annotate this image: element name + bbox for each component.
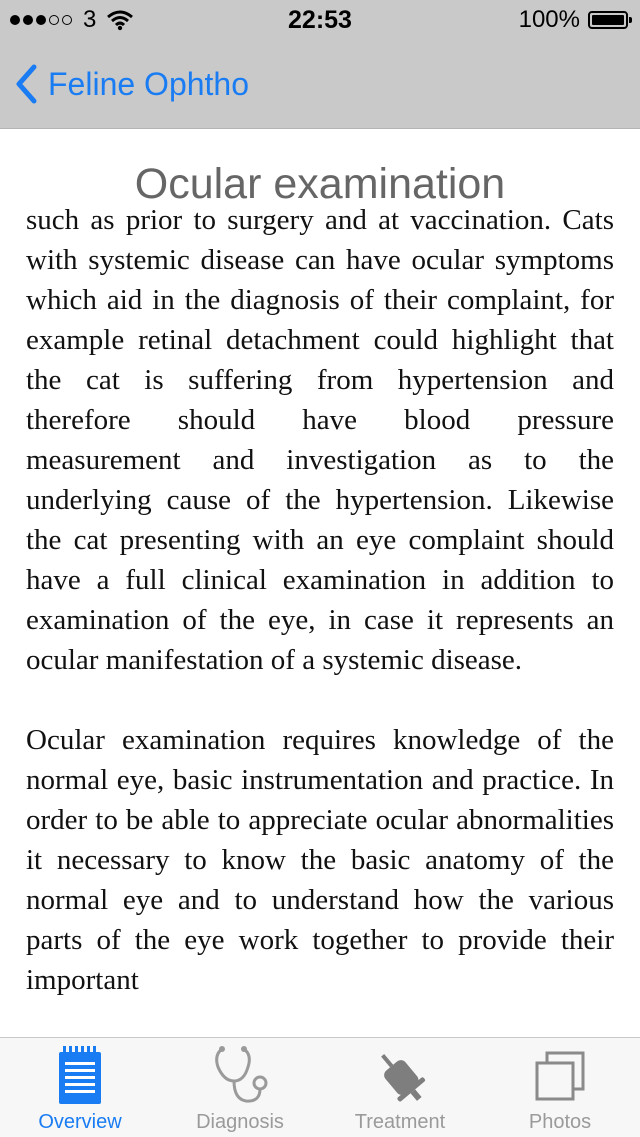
- clock: 22:53: [288, 6, 352, 34]
- carrier-name: 3: [83, 6, 97, 33]
- tab-photos[interactable]: [480, 1038, 640, 1137]
- battery-icon: [588, 11, 628, 29]
- battery-indicator: [519, 6, 628, 34]
- back-button[interactable]: [14, 62, 249, 106]
- syringe-icon: [369, 1045, 431, 1107]
- tab-overview[interactable]: [0, 1038, 160, 1137]
- back-button-label: Feline Ophtho: [48, 65, 250, 102]
- paragraph: Ocular examination requires knowledge of the normal eye, basic instrumentation and practice. In order to be able to appreciate ocular abnormalities it necessary to know the basic anatomy of the normal eye and to understand how the various parts of the eye work together to provide their important: [26, 724, 614, 996]
- battery-percent: 100%: [518, 6, 580, 33]
- tab-diagnosis[interactable]: [160, 1038, 320, 1137]
- tab-treatment[interactable]: [320, 1038, 480, 1137]
- photos-icon: [535, 1051, 585, 1101]
- tab-label: Treatment: [354, 1111, 446, 1133]
- tab-label: Diagnosis: [196, 1111, 284, 1133]
- tab-bar: [0, 1037, 640, 1137]
- page-title: Ocular examination: [134, 160, 506, 208]
- tab-label: Photos: [528, 1111, 592, 1133]
- article-body[interactable]: [26, 204, 614, 1037]
- stethoscope-icon: [210, 1045, 270, 1107]
- tab-label: Overview: [38, 1111, 122, 1133]
- chevron-left-icon: [14, 64, 38, 104]
- status-bar: [0, 0, 640, 40]
- notebook-icon: [57, 1046, 103, 1106]
- paragraph: such as prior to surgery and at vaccination. Cats with systemic disease can have ocular symptoms which aid in the diagnosis of their complaint, for example retinal detachment could highlight that the cat is suffering from hypertension and therefore should have blood pressure measurement and investigation as to the underlying cause of the hypertension. Likewise the cat presenting with an eye complaint should have a full clinical examination in addition to examination of the eye, in case it represents an ocular manifestation of a systemic disease.: [26, 204, 614, 676]
- navigation-bar: [0, 40, 640, 129]
